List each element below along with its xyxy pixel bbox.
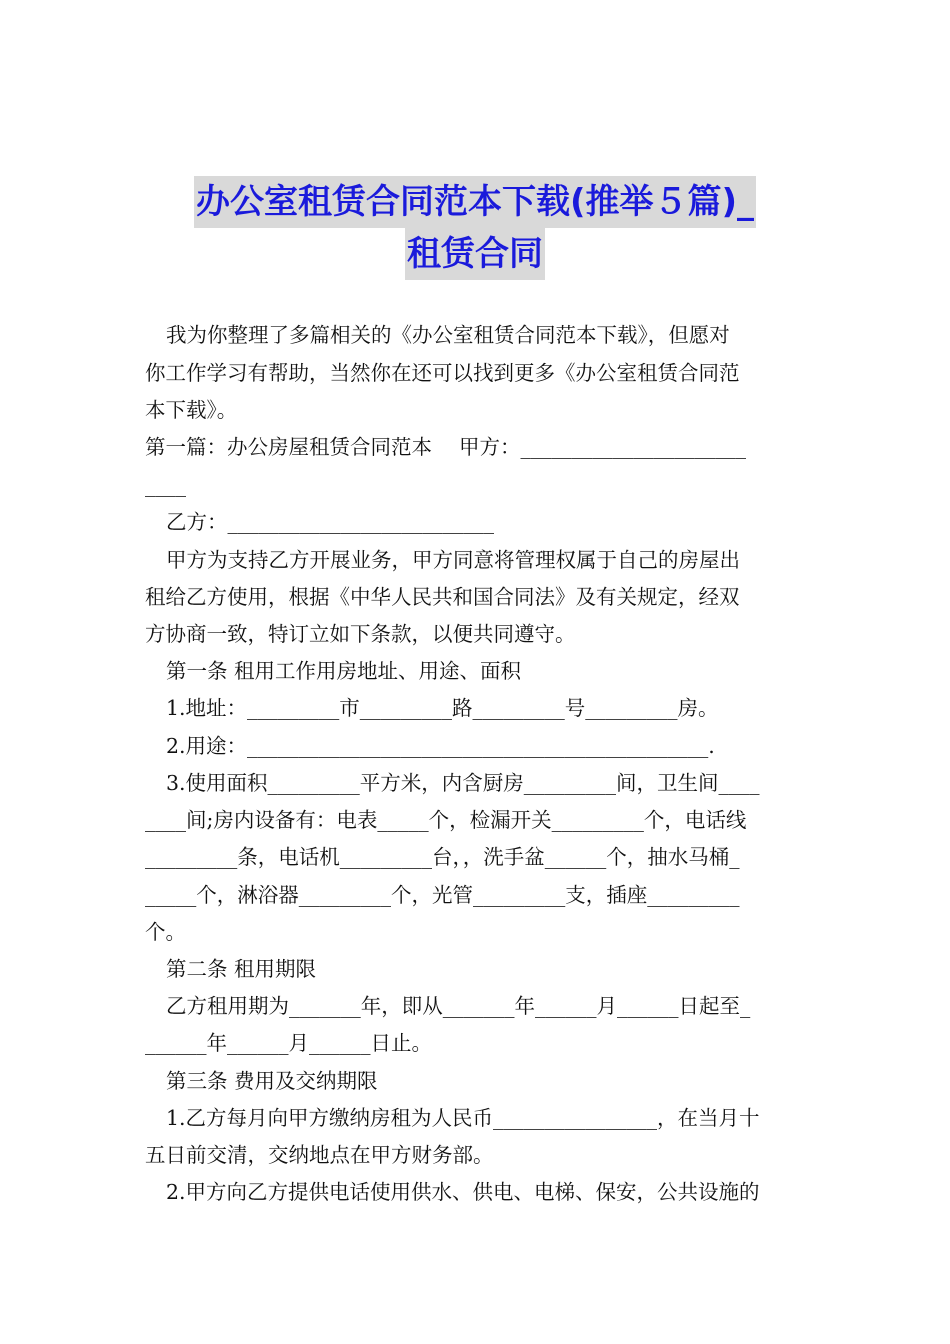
clause-line: 五日前交清，交纳地点在甲方财务部。 — [145, 1143, 494, 1167]
title-line-1: 办公室租赁合同范本下载(推举５篇)_ — [194, 176, 756, 228]
paragraph-line: 你工作学习有帮助，当然你在还可以找到更多《办公室租赁合同范 — [145, 361, 740, 385]
article-heading: 第一条 租用工作用房地址、用途、面积 — [166, 659, 522, 683]
paragraph-line: 租给乙方使用，根据《中华人民共和国合同法》及有关规定，经双 — [145, 585, 740, 609]
document-title — [0, 176, 950, 280]
article-heading: 第三条 费用及交纳期限 — [166, 1069, 378, 1093]
clause-line: 乙方租用期为_______年，即从_______年______月______日起至_ — [166, 994, 751, 1018]
party-b-field: 乙方：__________________________ — [166, 510, 494, 534]
clause-line: ____间;房内设备有：电表_____个，检漏开关_________个，电话线 — [145, 808, 747, 832]
paragraph-line: 我为你整理了多篇相关的《办公室租赁合同范本下载》，但愿对 — [166, 323, 730, 347]
clause-line: ______年______月______日止。 — [145, 1031, 432, 1055]
paragraph-line: 甲方为支持乙方开展业务，甲方同意将管理权属于自己的房屋出 — [166, 548, 740, 572]
clause-line: 1.乙方每月向甲方缴纳房租为人民币________________，在当月十 — [166, 1106, 760, 1130]
article-heading: 第二条 租用期限 — [166, 957, 317, 981]
section-heading: 第一篇：办公房屋租赁合同范本 甲方：______________________ — [145, 435, 747, 459]
clause-line: 2.甲方向乙方提供电话使用供水、供电、电梯、保安，公共设施的 — [166, 1180, 760, 1204]
paragraph-line: ____ — [145, 473, 186, 497]
clause-line: 2.用途：_____________________________________________. — [166, 734, 715, 758]
title-line-2: 租赁合同 — [405, 228, 545, 280]
clause-line: _____个，淋浴器_________个，光管_________支，插座_________ — [145, 883, 740, 907]
clause-line: 1.地址：_________市_________路_________号_________房。 — [166, 696, 719, 720]
clause-line: _________条，电话机_________台，，洗手盆______个，抽水马桶_ — [145, 845, 740, 869]
paragraph-line: 方协商一致，特订立如下条款，以便共同遵守。 — [145, 622, 576, 646]
paragraph-line: 本下载》。 — [145, 398, 238, 422]
clause-line: 3.使用面积_________平方米，内含厨房_________间，卫生间____ — [166, 771, 760, 795]
clause-line: 个。 — [145, 920, 186, 944]
